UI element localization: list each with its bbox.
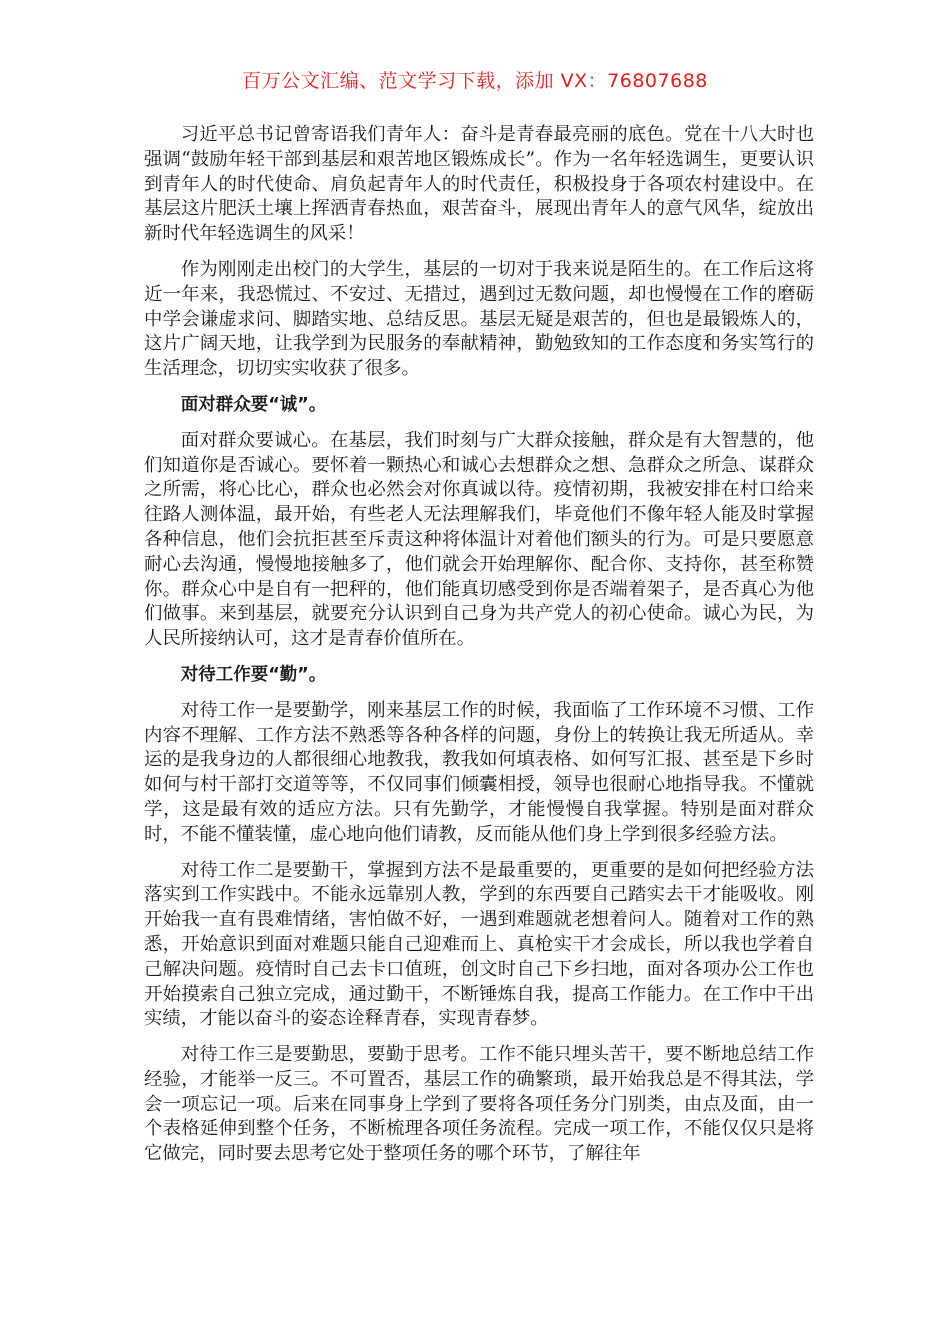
section-heading-sincerity: 面对群众要“诚”。 (180, 394, 327, 415)
section-heading-diligence: 对待工作要“勤”。 (180, 664, 327, 685)
document-body (144, 123, 814, 1178)
body-paragraph: 作为刚刚走出校门的大学生，基层的一切对于我来说是陌生的。在工作后这将近一年来，我恐慌过、不安过、无措过，遇到过无数问题，却也慢慢在工作的磨砺中学会谦虚求问、脚踏实地、总结反思。基层无疑是艰苦的，但也是最锻炼人的，这片广阔天地，让我学到为民服务的奉献精神，勤勉致知的工作态度和务实笃行的生活理念，切切实实收获了很多。 (144, 258, 814, 380)
body-paragraph: 习近平总书记曾寄语我们青年人：奋斗是青春最亮丽的底色。党在十八大时也强调“鼓励年轻干部到基层和艰苦地区锻炼成长”。作为一名年轻选调生，更要认识到青年人的时代使命、肩负起青年人的时代责任，积极投身于各项农村建设中。在基层这片肥沃土壤上挥洒青春热血，艰苦奋斗，展现出青年人的意气风华，绽放出新时代年轻选调生的风采！ (144, 124, 814, 245)
body-paragraph: 对待工作三是要勤思，要勤于思考。工作不能只埋头苦干，要不断地总结工作经验，才能举一反三。不可置否，基层工作的确繁琐，最开始我总是不得其法，学会一项忘记一项。后来在同事身上学到了要将各项任务分门别类，由点及面，由一个表格延伸到整个任务，不断梳理各项任务流程。完成一项工作，不能仅仅只是将它做完，同时要去思考它处于整项任务的哪个环节，了解往年 (144, 1044, 814, 1165)
page-header-watermark: 百万公文汇编、范文学习下载，添加 VX：76807688 (242, 70, 708, 92)
body-paragraph: 对待工作二是要勤干，掌握到方法不是最重要的，更重要的是如何把经验方法落实到工作实践中。不能永远靠别人教，学到的东西要自己踏实去干才能吸收。刚开始我一直有畏难情绪，害怕做不好，一遇到难题就老想着问人。随着对工作的熟悉，开始意识到面对难题只能自己迎难而上、真枪实干才会成长，所以我也学着自己解决问题。疫情时自己去卡口值班，创文时自己下乡扫地，面对各项办公工作也开始摸索自己独立完成，通过勤干，不断锤炼自我，提高工作能力。在工作中干出实绩，才能以奋斗的姿态诠释青春，实现青春梦。 (144, 859, 814, 1030)
body-paragraph: 对待工作一是要勤学，刚来基层工作的时候，我面临了工作环境不习惯、工作内容不理解、工作方法不熟悉等各种各样的问题，身份上的转换让我无所适从。幸运的是我身边的人都很细心地教我，教我如何填表格、如何写汇报、甚至是下乡时如何与村干部打交道等等，不仅同事们倾囊相授，领导也很耐心地指导我。不懂就学，这是最有效的适应方法。只有先勤学，才能慢慢自我掌握。特别是面对群众时，不能不懂装懂，虚心地向他们请教，反而能从他们身上学到很多经验方法。 (144, 699, 814, 845)
body-paragraph: 面对群众要诚心。在基层，我们时刻与广大群众接触，群众是有大智慧的，他们知道你是否诚心。要怀着一颗热心和诚心去想群众之想、急群众之所急、谋群众之所需，将心比心，群众也必然会对你真诚以待。疫情初期，我被安排在村口给来往路人测体温，最开始，有些老人无法理解我们，毕竟他们不像年轻人能及时掌握各种信息，他们会抗拒甚至斥责这种将体温计对着他们额头的行为。可是只要愿意耐心去沟通，慢慢地接触多了，他们就会开始理解你、配合你、支持你，甚至称赞你。群众心中是自有一把秤的，他们能真切感受到你是否端着架子，是否真心为他们做事。来到基层，就要充分认识到自己身为共产党人的初心使命。诚心为民，为人民所接纳认可，这才是青春价值所在。 (144, 429, 814, 650)
